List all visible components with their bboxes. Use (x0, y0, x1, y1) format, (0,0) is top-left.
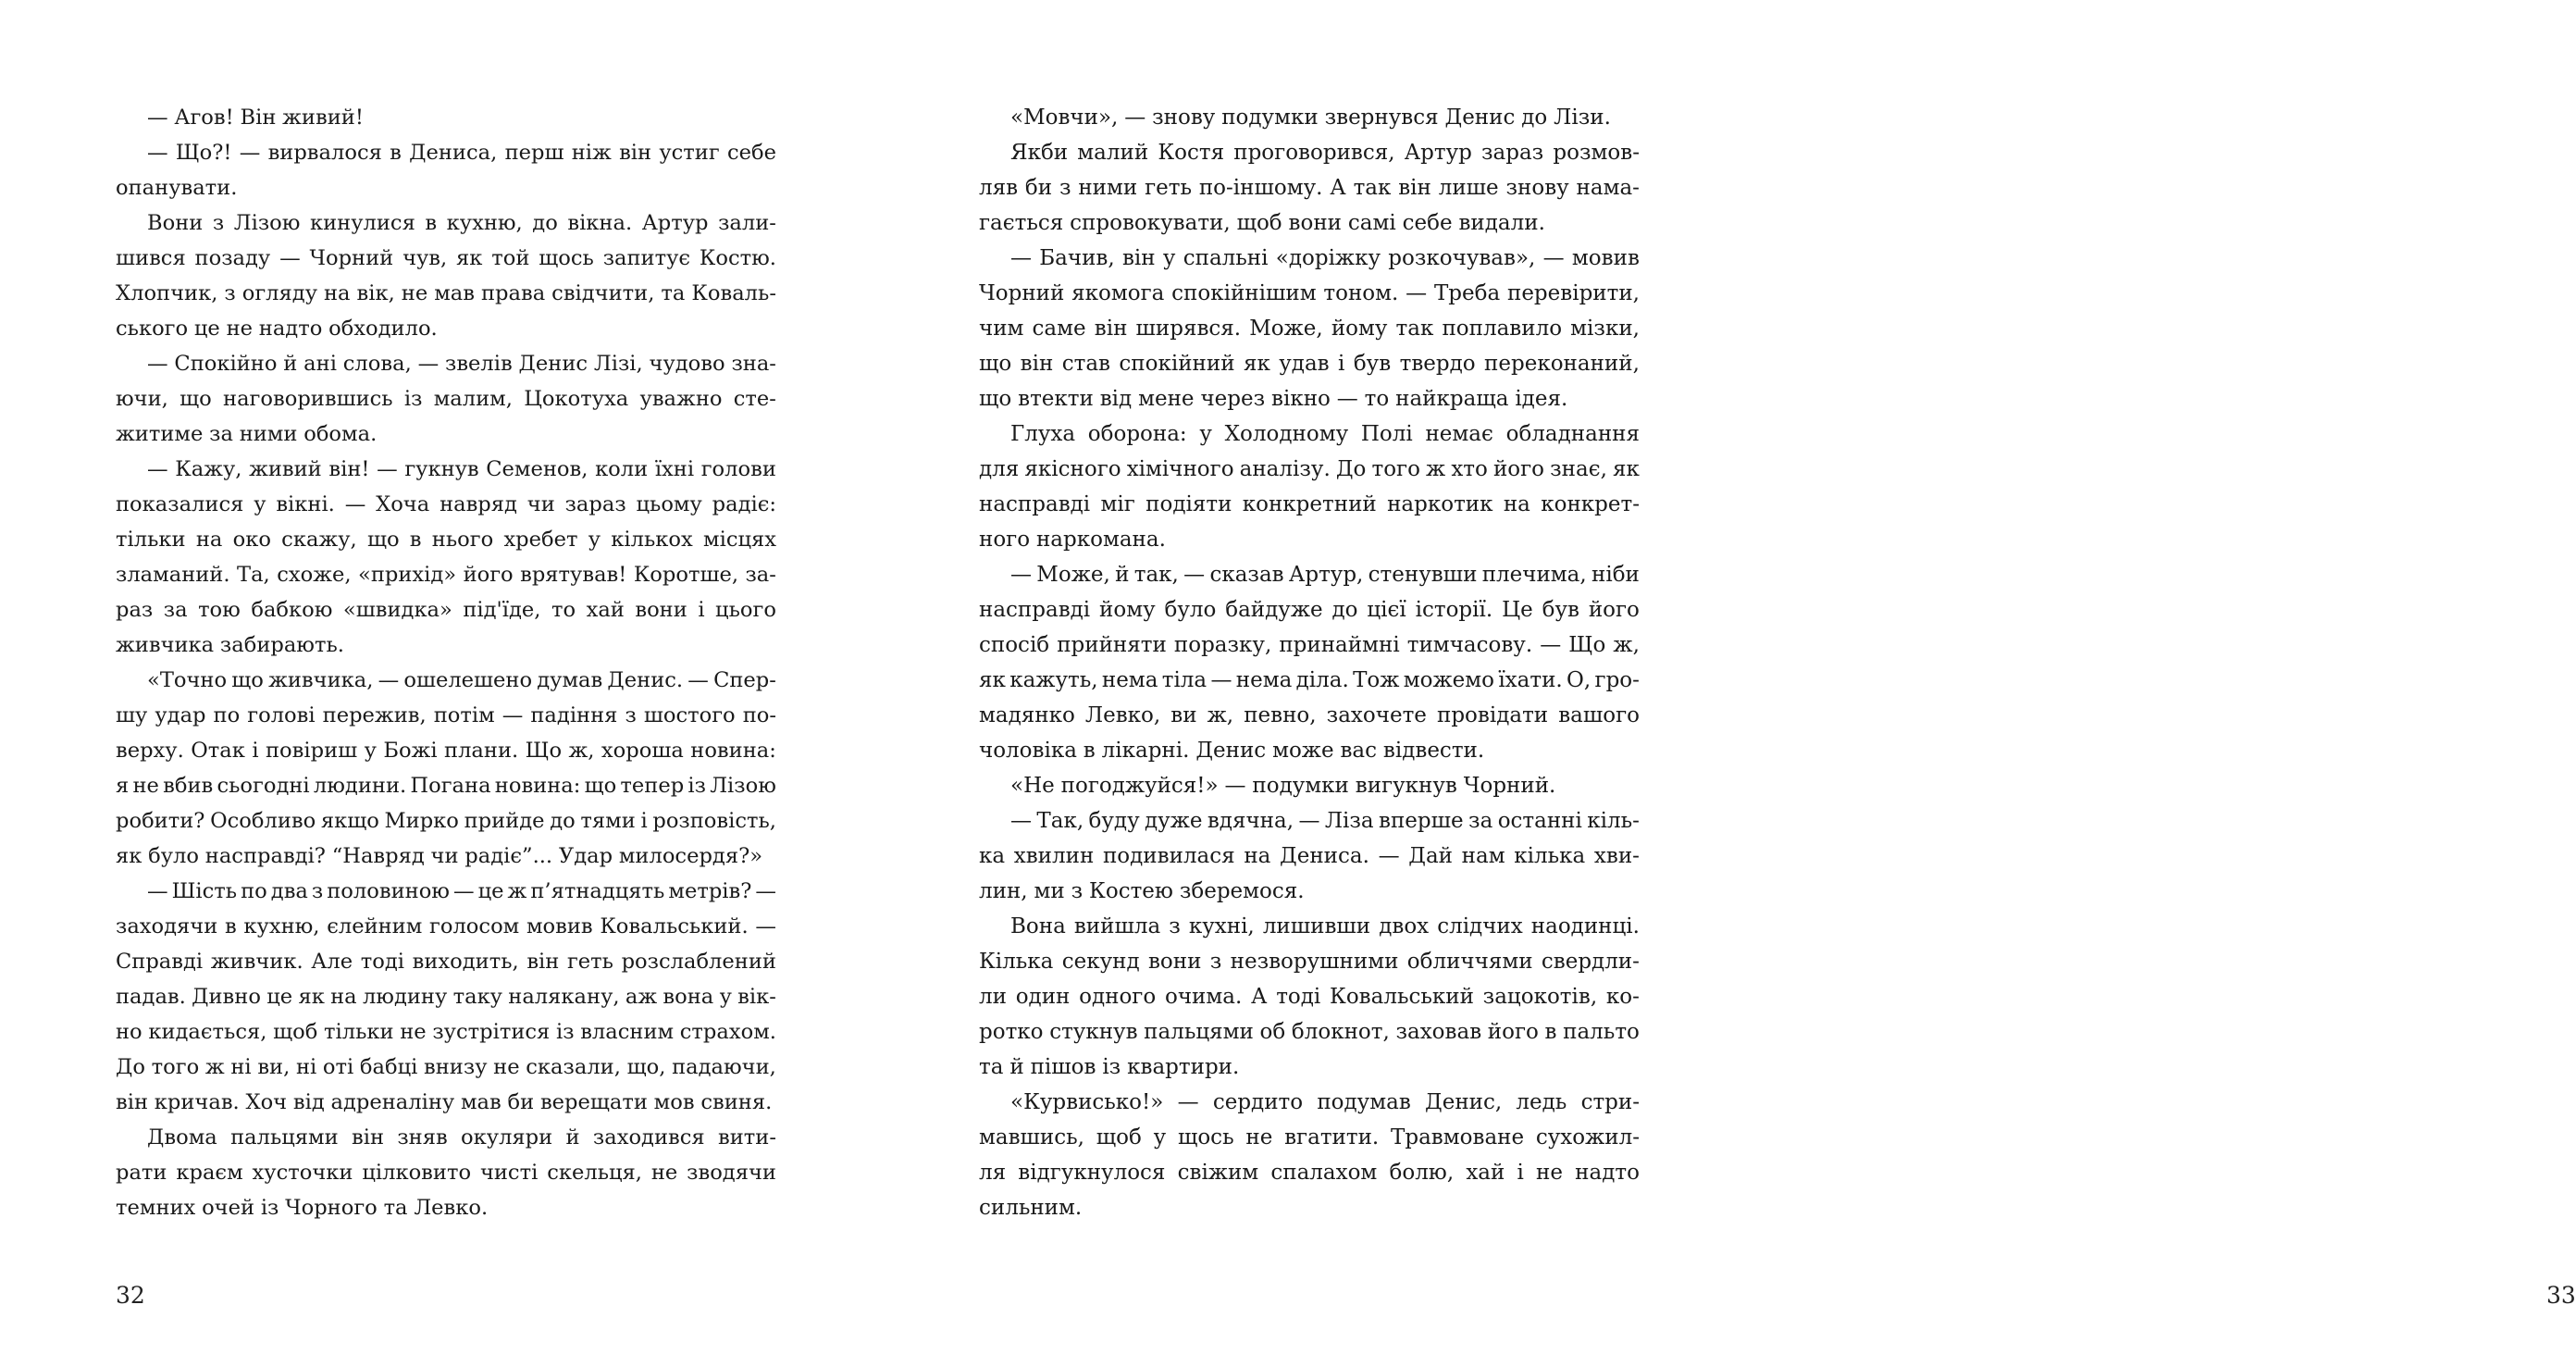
text-line: — Шість по два з половиною — це ж п’ятнадцять метрів? — (147, 879, 776, 903)
text-line: мавшись, щоб у щось не вгатити. Травмоване сухожил- (979, 1125, 1640, 1150)
text-line: Кілька секунд вони з незворушними обличчями свердли- (979, 950, 1640, 974)
text-line: мадянко Левко, ви ж, певно, захочете провідати вашого (979, 703, 1640, 727)
text-line: верху. Отак і повіриш у Божі плани. Що ж, хороша новина: (116, 739, 776, 763)
text-line: — Кажу, живий він! — гукнув Семенов, коли їхні голови (147, 457, 776, 481)
text-line: шився позаду — Чорний чув, як той щось запитує Костю. (116, 246, 776, 270)
text-line: робити? Особливо якщо Мирко прийде до тями і розповість, (116, 809, 776, 833)
text-line: Глуха оборона: у Холодному Полі немає обладнання (1010, 422, 1640, 446)
text-line: як було насправді? “Навряд чи радіє”... Удар милосердя?» (116, 844, 763, 868)
text-line: ляв би з ними геть по-іншому. А так він лише знову нама- (979, 176, 1640, 200)
text-line: тільки на око скажу, що в нього хребет у кількох місцях (116, 528, 776, 552)
text-line: як кажуть, нема тіла — нема діла. Тож можемо їхати. О, гро- (979, 668, 1640, 692)
text-line: — Спокійно й ані слова, — звелів Денис Лізі, чудово зна- (147, 352, 776, 376)
text-line: «Не погоджуйся!» — подумки вигукнув Чорний. (1010, 774, 1556, 798)
left-page-text (116, 100, 776, 1225)
text-line: До того ж ні ви, ні оті бабці внизу не сказали, що, падаючи, (116, 1055, 776, 1079)
right-page (888, 0, 2576, 1367)
text-line: опанувати. (116, 176, 238, 200)
text-line: ючи, що наговорившись із малим, Цокотуха уважно сте- (116, 387, 776, 411)
text-line: но кидається, щоб тільки не зустрітися із власним страхом. (116, 1020, 776, 1044)
text-line: Чорний якомога спокійнішим тоном. — Треба перевірити, (979, 281, 1640, 305)
text-line: що він став спокійний як удав і був твердо переконаний, (979, 352, 1640, 376)
text-line: живчика забирають. (116, 633, 344, 657)
text-line: раз за тою бабкою «швидка» під'їде, то хай вони і цього (116, 598, 776, 622)
text-line: лин, ми з Костею зберемося. (979, 879, 1305, 903)
text-line: — Що?! — вирвалося в Дениса, перш ніж він устиг себе (147, 141, 776, 165)
text-line: Справді живчик. Але тоді виходить, він геть розслаблений (116, 950, 776, 974)
text-line: Хлопчик, з огляду на вік, не мав права свідчити, та Коваль- (116, 281, 776, 305)
text-line: темних очей із Чорного та Левко. (116, 1196, 489, 1220)
text-line: Якби малий Костя проговорився, Артур зараз розмов- (1010, 141, 1640, 165)
right-page-number: 33 (2546, 1282, 2576, 1309)
text-line: він кричав. Хоч від адреналіну мав би верещати мов свиня. (116, 1090, 773, 1114)
text-line: ського це не надто обходило. (116, 317, 438, 341)
text-line: заходячи в кухню, єлейним голосом мовив Ковальський. — (116, 914, 776, 938)
text-line: сильним. (979, 1196, 1083, 1220)
text-line: ного наркомана. (979, 528, 1166, 552)
text-line: — Може, й так, — сказав Артур, стенувши плечима, ніби (1010, 563, 1640, 587)
text-line: «Мовчи», — знову подумки звернувся Денис до Лізи. (1010, 106, 1611, 130)
text-line: Вона вийшла з кухні, лишивши двох слідчих наодинці. (1010, 914, 1640, 938)
text-line: та й пішов із квартири. (979, 1055, 1240, 1079)
text-line: падав. Дивно це як на людину таку налякану, аж вона у вік- (116, 985, 776, 1009)
text-line: спосіб прийняти поразку, принаймні тимчасову. — Що ж, (979, 633, 1640, 657)
text-line: я не вбив сьогодні людини. Погана новина: що тепер із Лізою (116, 774, 776, 798)
text-line: що втекти від мене через вікно — то найкраща ідея. (979, 387, 1568, 411)
text-line: Двома пальцями він зняв окуляри й заходився вити- (147, 1125, 776, 1150)
text-line: показалися у вікні. — Хоча навряд чи зараз цьому радіє: (116, 492, 776, 516)
text-line: рати краєм хусточки цілковито чисті скельця, не зводячи (116, 1161, 776, 1185)
text-line: ля відгукнулося свіжим спалахом болю, хай і не надто (979, 1161, 1640, 1185)
right-page-text (979, 100, 1640, 1225)
text-line: Вони з Лізою кинулися в кухню, до вікна. Артур зали- (147, 211, 776, 235)
text-line: насправді міг подіяти конкретний наркотик на конкрет- (979, 492, 1640, 516)
text-line: — Агов! Він живий! (147, 106, 364, 130)
text-line: чоловіка в лікарні. Денис може вас відвести. (979, 739, 1485, 763)
text-line: чим саме він ширявся. Може, йому так поплавило мізки, (979, 317, 1640, 341)
text-line: — Так, буду дуже вдячна, — Ліза вперше за останні кіль- (1010, 809, 1640, 833)
text-line: ли один одного очима. А тоді Ковальський зацокотів, ко- (979, 985, 1640, 1009)
text-line: — Бачив, він у спальні «доріжку розкочував», — мовив (1010, 246, 1640, 270)
left-page-number: 32 (116, 1282, 145, 1309)
text-line: «Курвисько!» — сердито подумав Денис, ледь стри- (1010, 1090, 1640, 1114)
text-line: житиме за ними обома. (116, 422, 378, 446)
text-line: зламаний. Та, схоже, «прихід» його врятував! Коротше, за- (116, 563, 776, 587)
text-line: насправді йому було байдуже до цієї історії. Це був його (979, 598, 1640, 622)
text-line: шу удар по голові пережив, потім — падіння з шостого по- (116, 703, 776, 727)
text-line: ротко стукнув пальцями об блокнот, заховав його в пальто (979, 1020, 1640, 1044)
left-page (0, 0, 888, 1367)
text-line: гається спровокувати, щоб вони самі себе видали. (979, 211, 1545, 235)
text-line: ка хвилин подивилася на Дениса. — Дай нам кілька хви- (979, 844, 1640, 868)
text-line: «Точно що живчика, — ошелешено думав Денис. — Спер- (147, 668, 776, 692)
text-line: для якісного хімічного аналізу. До того ж хто його знає, як (979, 457, 1640, 481)
